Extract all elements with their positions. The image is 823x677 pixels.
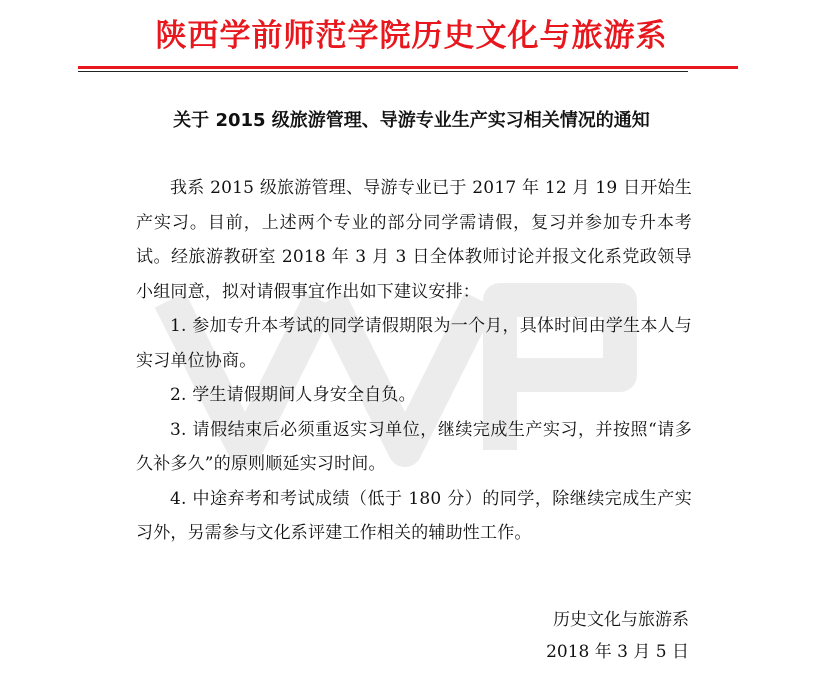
header-divider-black: [78, 71, 688, 72]
header-divider-red: [78, 66, 738, 69]
list-item: 4. 中途弃考和考试成绩（低于 180 分）的同学，除继续完成生产实习外，另需参与文化系评建工作相关的辅助性工作。: [136, 488, 692, 543]
list-item: 3. 请假结束后必须重返实习单位，继续完成生产实习，并按照“请多久补多久”的原则顺延实习时间。: [136, 419, 692, 474]
intro-paragraph: 我系 2015 级旅游管理、导游专业已于 2017 年 12 月 19 日开始生产实习。目前，上述两个专业的部分同学需请假，复习并参加专升本考试。经旅游教研室 2018 年 3 月 3 日全体教师讨论并报文化系党政领导小组同意，拟对请假事宜作出如下建议安排：: [136, 178, 692, 302]
signature-date: 2018 年 3 月 5 日: [546, 642, 689, 662]
signature-department: 历史文化与旅游系: [553, 610, 689, 630]
signature-block: [546, 604, 689, 668]
institution-header: 陕西学前师范学院历史文化与旅游系: [155, 18, 668, 54]
notice-title: 关于 2015 级旅游管理、导游专业生产实习相关情况的通知: [173, 110, 650, 131]
list-item: 1. 参加专升本考试的同学请假期限为一个月，具体时间由学生本人与实习单位协商。: [136, 316, 692, 371]
notice-body: [136, 171, 692, 551]
list-item: 2. 学生请假期间人身安全自负。: [170, 385, 416, 405]
